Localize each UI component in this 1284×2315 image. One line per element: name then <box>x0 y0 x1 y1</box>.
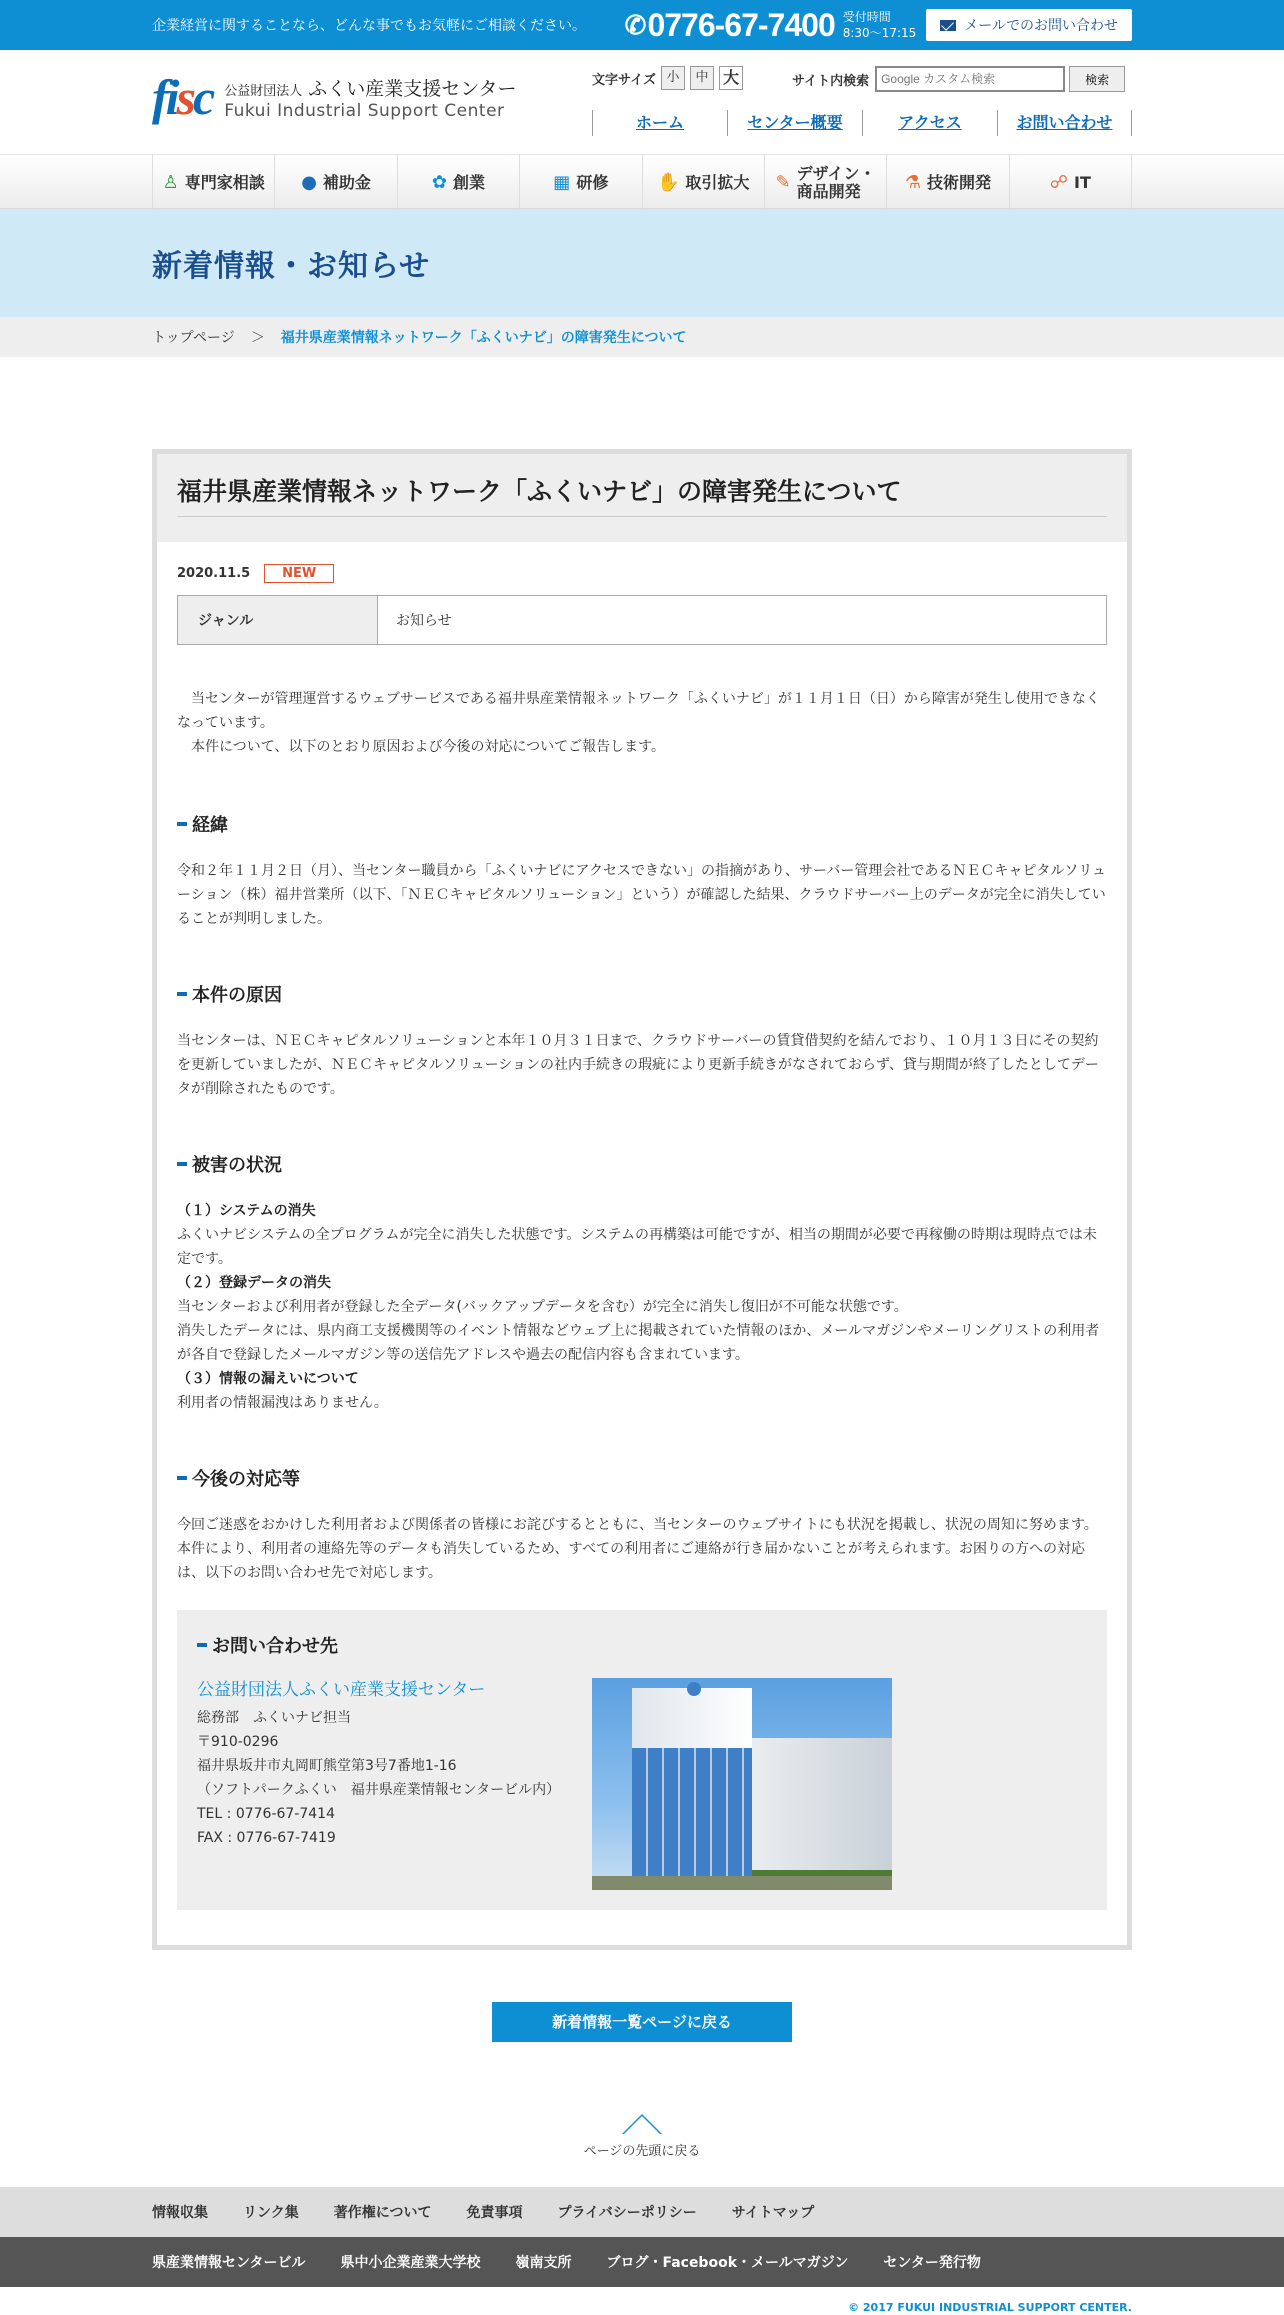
nav-home[interactable]: ホーム <box>592 110 727 136</box>
logo-mark: fisc <box>152 69 213 125</box>
intro-paragraph: 本件について、以下のとおり原因および今後の対応についてご報告します。 <box>177 739 666 755</box>
footer-link[interactable]: プライバシーポリシー <box>557 2205 697 2221</box>
section-heading: 本件の原因 <box>177 981 1107 1007</box>
footer-related-link[interactable]: 県産業情報センタービル <box>152 2255 306 2271</box>
handshake-icon: ✋ <box>656 171 680 193</box>
office-hours <box>843 9 917 41</box>
footer-related <box>0 2237 1284 2287</box>
phone-number[interactable] <box>625 7 835 44</box>
site-logo[interactable] <box>152 69 517 125</box>
contact-tel: TEL : 0776-67-7414 <box>197 1806 335 1822</box>
nav-contact[interactable]: お問い合わせ <box>997 110 1132 136</box>
footer-link[interactable]: 著作権について <box>333 2205 432 2221</box>
footer-related-link[interactable]: 嶺南支所 <box>515 2255 572 2271</box>
header <box>0 50 1284 154</box>
section-text: 今回ご迷惑をおかけした利用者および関係者の皆様にお詫びするとともに、当センターのウェブサイトにも状況を掲載し、状況の周知に努めます。 <box>177 1517 1098 1533</box>
contact-org-link[interactable]: 公益財団法人ふくい産業支援センター <box>197 1680 486 1700</box>
font-size-large-button[interactable]: 大 <box>719 66 743 90</box>
footer-links <box>0 2187 1284 2237</box>
mail-contact-label: メールでのお問い合わせ <box>964 18 1118 34</box>
mainnav-expert[interactable] <box>152 155 275 210</box>
footer-link[interactable]: 情報収集 <box>152 2205 208 2221</box>
genre-value: お知らせ <box>396 613 452 629</box>
network-icon: ☍ <box>1049 171 1068 193</box>
logo-jp-name: ふくい産業支援センター <box>308 77 517 100</box>
intro-paragraph: 当センターが管理運営するウェブサービスである福井県産業情報ネットワーク「ふくいナビ」が１１月１日（日）から障害が発生し使用できなくなっています。 <box>177 691 1100 731</box>
breadcrumb-separator: ＞ <box>250 330 265 346</box>
money-bag-icon: ● <box>301 171 317 193</box>
copyright: © 2017 FUKUI INDUSTRIAL SUPPORT CENTER. <box>848 2301 1132 2314</box>
contact-box <box>177 1610 1107 1910</box>
mainnav-tech[interactable] <box>887 155 1009 210</box>
section-text: 本件により、利用者の連絡先等のデータも消失しているため、すべての利用者にご連絡が行き届かないことが考えられます。お困りの方への対応は、以下のお問い合わせ先で対応します。 <box>177 1541 1086 1581</box>
back-to-top[interactable] <box>152 2114 1132 2159</box>
mail-contact-button[interactable] <box>926 9 1132 41</box>
footer-related-link[interactable]: センター発行物 <box>883 2255 981 2271</box>
contact-building: （ソフトパークふくい 福井県産業情報センタービル内） <box>197 1782 561 1798</box>
training-icon: ▦ <box>553 171 571 193</box>
building-photo <box>592 1678 892 1890</box>
mainnav-label: デザイン・ 商品開発 <box>796 163 876 201</box>
search-label: サイト内検索 <box>792 73 870 89</box>
contact-dept: 総務部 ふくいナビ担当 <box>197 1710 351 1726</box>
mainnav-subsidy[interactable] <box>275 155 397 210</box>
section-text: ふくいナビシステムの全プログラムが完全に消失した状態です。システムの再構築は可能ですが、相当の期間が必要で再稼働の時期は現時点では未定です。 <box>177 1227 1097 1267</box>
flask-icon: ⚗ <box>904 171 921 193</box>
subsection-heading: （１）システムの消失 <box>177 1203 316 1219</box>
back-to-list-button[interactable]: 新着情報一覧ページに戻る <box>492 2002 792 2042</box>
site-search <box>792 66 1125 92</box>
footer-link[interactable]: サイトマップ <box>731 2205 815 2221</box>
phone-icon: ✆ <box>624 9 646 40</box>
section-heading: 今後の対応等 <box>177 1465 1107 1491</box>
font-size-label: 文字サイズ <box>592 72 656 88</box>
arrow-up-icon <box>622 2114 662 2134</box>
footer-link[interactable]: 免責事項 <box>466 2205 523 2221</box>
sprout-icon: ✿ <box>431 171 447 193</box>
top-message: 企業経営に関することなら、どんな事でもお気軽にご相談ください。 <box>152 18 586 34</box>
pen-icon: ✎ <box>775 171 791 193</box>
mainnav-label: 専門家相談 <box>184 172 265 192</box>
contact-address: 福井県坂井市丸岡町熊堂第3号7番地1-16 <box>197 1758 457 1774</box>
mainnav-it[interactable] <box>1010 155 1132 210</box>
search-input[interactable] <box>875 66 1065 92</box>
font-size-medium-button[interactable]: 中 <box>690 66 714 90</box>
mainnav-label: 創業 <box>452 172 485 192</box>
search-button[interactable]: 検索 <box>1069 66 1125 92</box>
breadcrumb-home[interactable]: トップページ <box>152 330 235 346</box>
subsection-heading: （２）登録データの消失 <box>177 1275 331 1291</box>
logo-name <box>224 74 516 101</box>
phone-text: 0776-67-7400 <box>647 6 835 43</box>
article <box>152 449 1132 1950</box>
contact-fax: FAX : 0776-67-7419 <box>197 1830 336 1846</box>
page-title: 新着情報・お知らせ <box>152 249 431 284</box>
breadcrumb-current: 福井県産業情報ネットワーク「ふくいナビ」の障害発生について <box>280 330 687 346</box>
hours-value: 8:30〜17:15 <box>842 26 917 40</box>
nav-about[interactable]: センター概要 <box>727 110 862 136</box>
subsection-heading: （３）情報の漏えいについて <box>177 1371 359 1387</box>
nav-access[interactable]: アクセス <box>862 110 997 136</box>
footer-related-link[interactable]: ブログ・Facebook・メールマガジン <box>606 2255 849 2271</box>
page-header <box>0 209 1284 317</box>
back-to-top-label: ページの先頭に戻る <box>583 2144 701 2159</box>
mainnav-label: IT <box>1073 172 1091 192</box>
article-date: 2020.11.5 <box>177 566 251 581</box>
mainnav-label: 補助金 <box>322 172 371 192</box>
mainnav-label: 取引拡大 <box>685 172 750 192</box>
section-text: 当センターは、ＮＥＣキャピタルソリューションと本年１０月３１日まで、クラウドサーバーの賃貸借契約を結んでおり、１０月１３日にその契約を更新していましたが、ＮＥＣキャピタルソリューションの社内手続きの瑕疵により更新手続きがなされておらず、貸与期間が終了したとしてデータが削除されたものです。 <box>177 1033 1099 1097</box>
contact-zip: 〒910-0296 <box>197 1734 279 1750</box>
contact-heading: お問い合わせ先 <box>197 1632 1087 1658</box>
mail-icon <box>940 20 956 31</box>
mainnav-training[interactable] <box>520 155 642 210</box>
article-title: 福井県産業情報ネットワーク「ふくいナビ」の障害発生について <box>177 472 1107 517</box>
footer-related-link[interactable]: 県中小企業産業大学校 <box>340 2255 481 2271</box>
hours-label: 受付時間 <box>842 10 891 24</box>
top-bar <box>0 0 1284 50</box>
person-icon: ♙ <box>162 171 179 193</box>
section-heading: 被害の状況 <box>177 1151 1107 1177</box>
mainnav-label: 研修 <box>576 172 609 192</box>
section-text: 当センターおよび利用者が登録した全データ(バックアップデータを含む）が完全に消失し復旧が不可能な状態です。 <box>177 1299 908 1315</box>
section-text: 令和２年１１月２日（月）、当センター職員から「ふくいナビにアクセスできない」の指摘があり、サーバー管理会社であるＮＥＣキャピタルソリューション（株）福井営業所（以下、「ＮＥＣキャピタルソリューション」という）が確認した結果、クラウドサーバー上のデータが完全に消失していることが判明しました。 <box>177 863 1106 927</box>
mainnav-trade[interactable] <box>643 155 765 210</box>
genre-table <box>177 595 1107 645</box>
mainnav-design[interactable] <box>765 155 887 210</box>
breadcrumb <box>0 317 1284 357</box>
genre-label: ジャンル <box>178 596 378 644</box>
footer-link[interactable]: リンク集 <box>243 2205 299 2221</box>
global-nav <box>592 110 1132 136</box>
section-text: 利用者の情報漏洩はありません。 <box>177 1395 388 1411</box>
section-text: 消失したデータには、県内商工支援機関等のイベント情報などウェブ上に掲載されていた情報のほか、メールマガジンやメーリングリストの利用者が各自で登録したメールマガジン等の送信先アドレスや過去の配信内容も含まれています。 <box>177 1323 1100 1363</box>
mainnav-startup[interactable] <box>398 155 520 210</box>
new-badge: NEW <box>264 564 334 583</box>
font-size-switcher <box>592 66 743 90</box>
main-nav <box>0 154 1284 209</box>
logo-en-name: Fukui Industrial Support Center <box>224 100 505 121</box>
mainnav-label: 技術開発 <box>927 172 992 192</box>
section-heading: 経緯 <box>177 811 1107 837</box>
font-size-small-button[interactable]: 小 <box>661 66 685 90</box>
logo-prefix: 公益財団法人 <box>224 83 303 99</box>
